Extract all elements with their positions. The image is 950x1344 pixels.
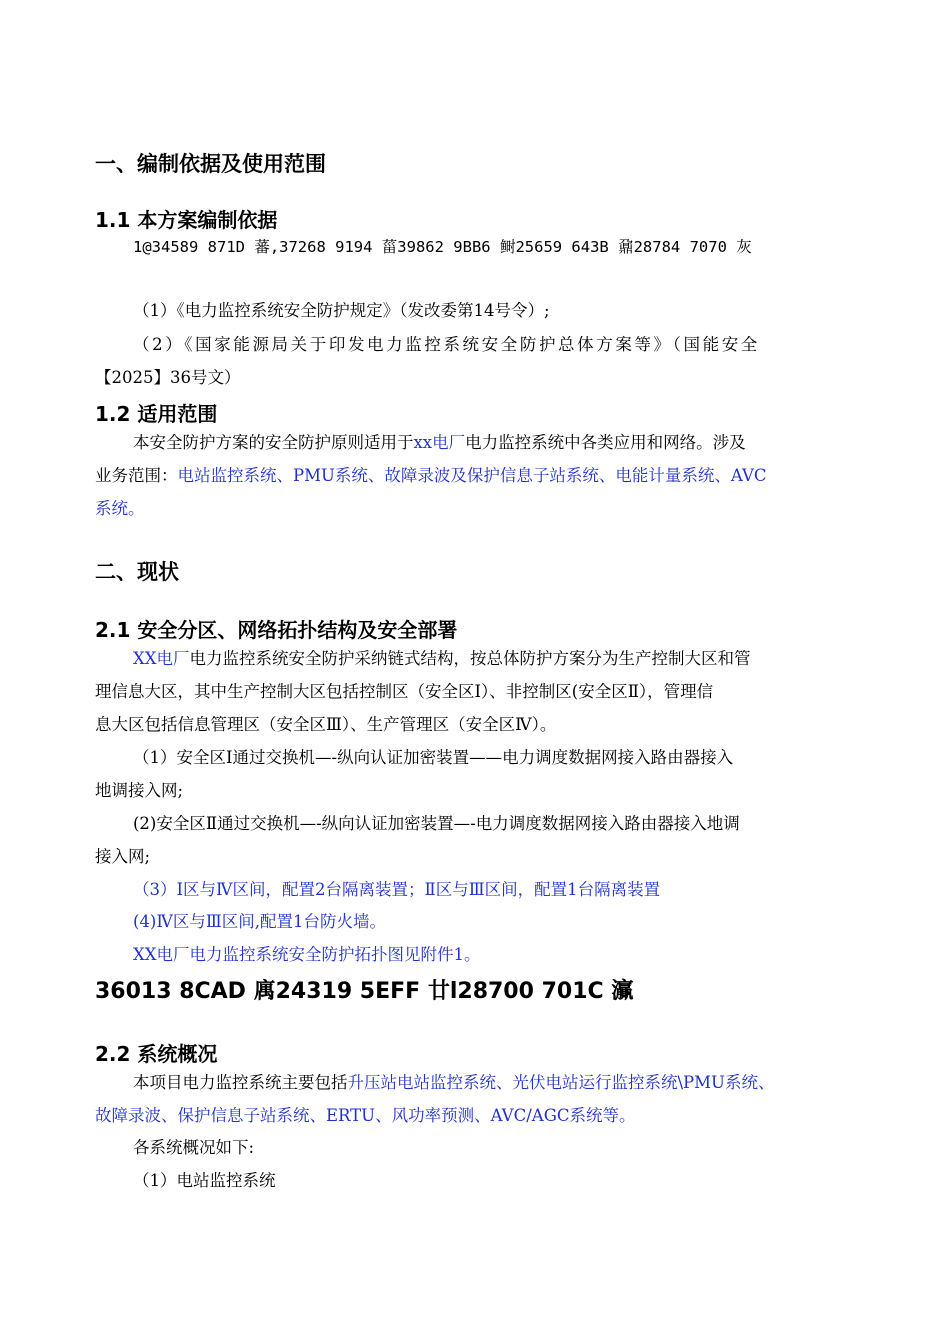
garbled-heading: 36013 8CAD 庽24319 5EFF 廿l28700 701C 灜 [95,979,634,1004]
scope-text: 本安全防护方案的安全防护原则适用于 [133,433,414,452]
overview-text: 本项目电力监控系统主要包括 [133,1073,348,1092]
zone-item-4: (4)Ⅳ区与Ⅲ区间,配置1台防火墙。 [133,912,387,931]
overview-item-1: （1）电站监控系统 [133,1171,276,1190]
regulation-item-2-line-2: 【2025】36号文） [95,368,241,387]
scope-paragraph-line-2 [95,462,767,486]
subsection-heading-1-1: 1.1 本方案编制依据 [95,208,278,232]
zoning-paragraph-line-2: 理信息大区，其中生产控制大区包括控制区（安全区Ⅰ）、非控制区(安全区Ⅱ），管理信 [95,682,714,701]
zone-item-1-line-2: 地调接入网; [95,781,184,800]
scope-systems: 电站监控系统、PMU系统、故障录波及保护信息子站系统、电能计量系统、AVC [177,466,767,485]
zone-item-2-line-1: (2)安全区Ⅱ通过交换机—-纵向认证加密装置—-电力调度数据网接入路由器接入地调 [133,814,740,833]
subsection-heading-2-1: 2.1 安全分区、网络拓扑结构及安全部署 [95,618,458,642]
plant-name: XX电厂 [133,649,190,668]
overview-paragraph-line-1 [133,1069,774,1093]
subsection-heading-1-2: 1.2 适用范围 [95,402,218,426]
scope-label: 业务范围： [95,466,178,485]
zoning-paragraph-line-3: 息大区包括信息管理区（安全区Ⅲ）、生产管理区（安全区Ⅳ）。 [95,715,557,734]
regulation-item-2-line-1: （2）《国家能源局关于印发电力监控系统安全防护总体方案等》（国能安全 [133,335,760,354]
section-heading-2: 二、现状 [95,560,179,584]
garbled-text-line: 1@34589 871D 蕃,37268 9194 菑39862 9BB6 鲥25659 643B 鼐28784 7070 灰 [133,238,752,256]
plant-name: xx电厂 [413,433,466,452]
scope-paragraph-line-1 [133,429,746,453]
regulation-item-1: （1）《电力监控系统安全防护规定》（发改委第14号令）; [133,301,550,320]
section-heading-1: 一、编制依据及使用范围 [95,152,326,176]
subsection-heading-2-2: 2.2 系统概况 [95,1042,218,1066]
zone-item-2-line-2: 接入网; [95,847,151,866]
overview-systems: 升压站电站监控系统、光伏电站运行监控系统\PMU系统、 [347,1073,775,1092]
zoning-text: 电力监控系统安全防护采纳链式结构，按总体防护方案分为生产控制大区和管 [189,649,751,668]
scope-paragraph-line-3: 系统。 [95,499,145,518]
zoning-paragraph-line-1 [133,645,751,669]
topology-reference: XX电厂电力监控系统安全防护拓扑图见附件1。 [133,945,481,964]
zone-item-1-line-1: （1）安全区Ⅰ通过交换机—-纵向认证加密装置——电力调度数据网接入路由器接入 [133,748,734,767]
zone-item-3: （3）Ⅰ区与Ⅳ区间，配置2台隔离装置；Ⅱ区与Ⅲ区间，配置1台隔离装置 [133,880,661,899]
overview-intro: 各系统概况如下: [133,1138,255,1157]
overview-paragraph-line-2: 故障录波、保护信息子站系统、ERTU、风功率预测、AVC/AGC系统等。 [95,1106,636,1125]
scope-text: 电力监控系统中各类应用和网络。涉及 [465,433,746,452]
